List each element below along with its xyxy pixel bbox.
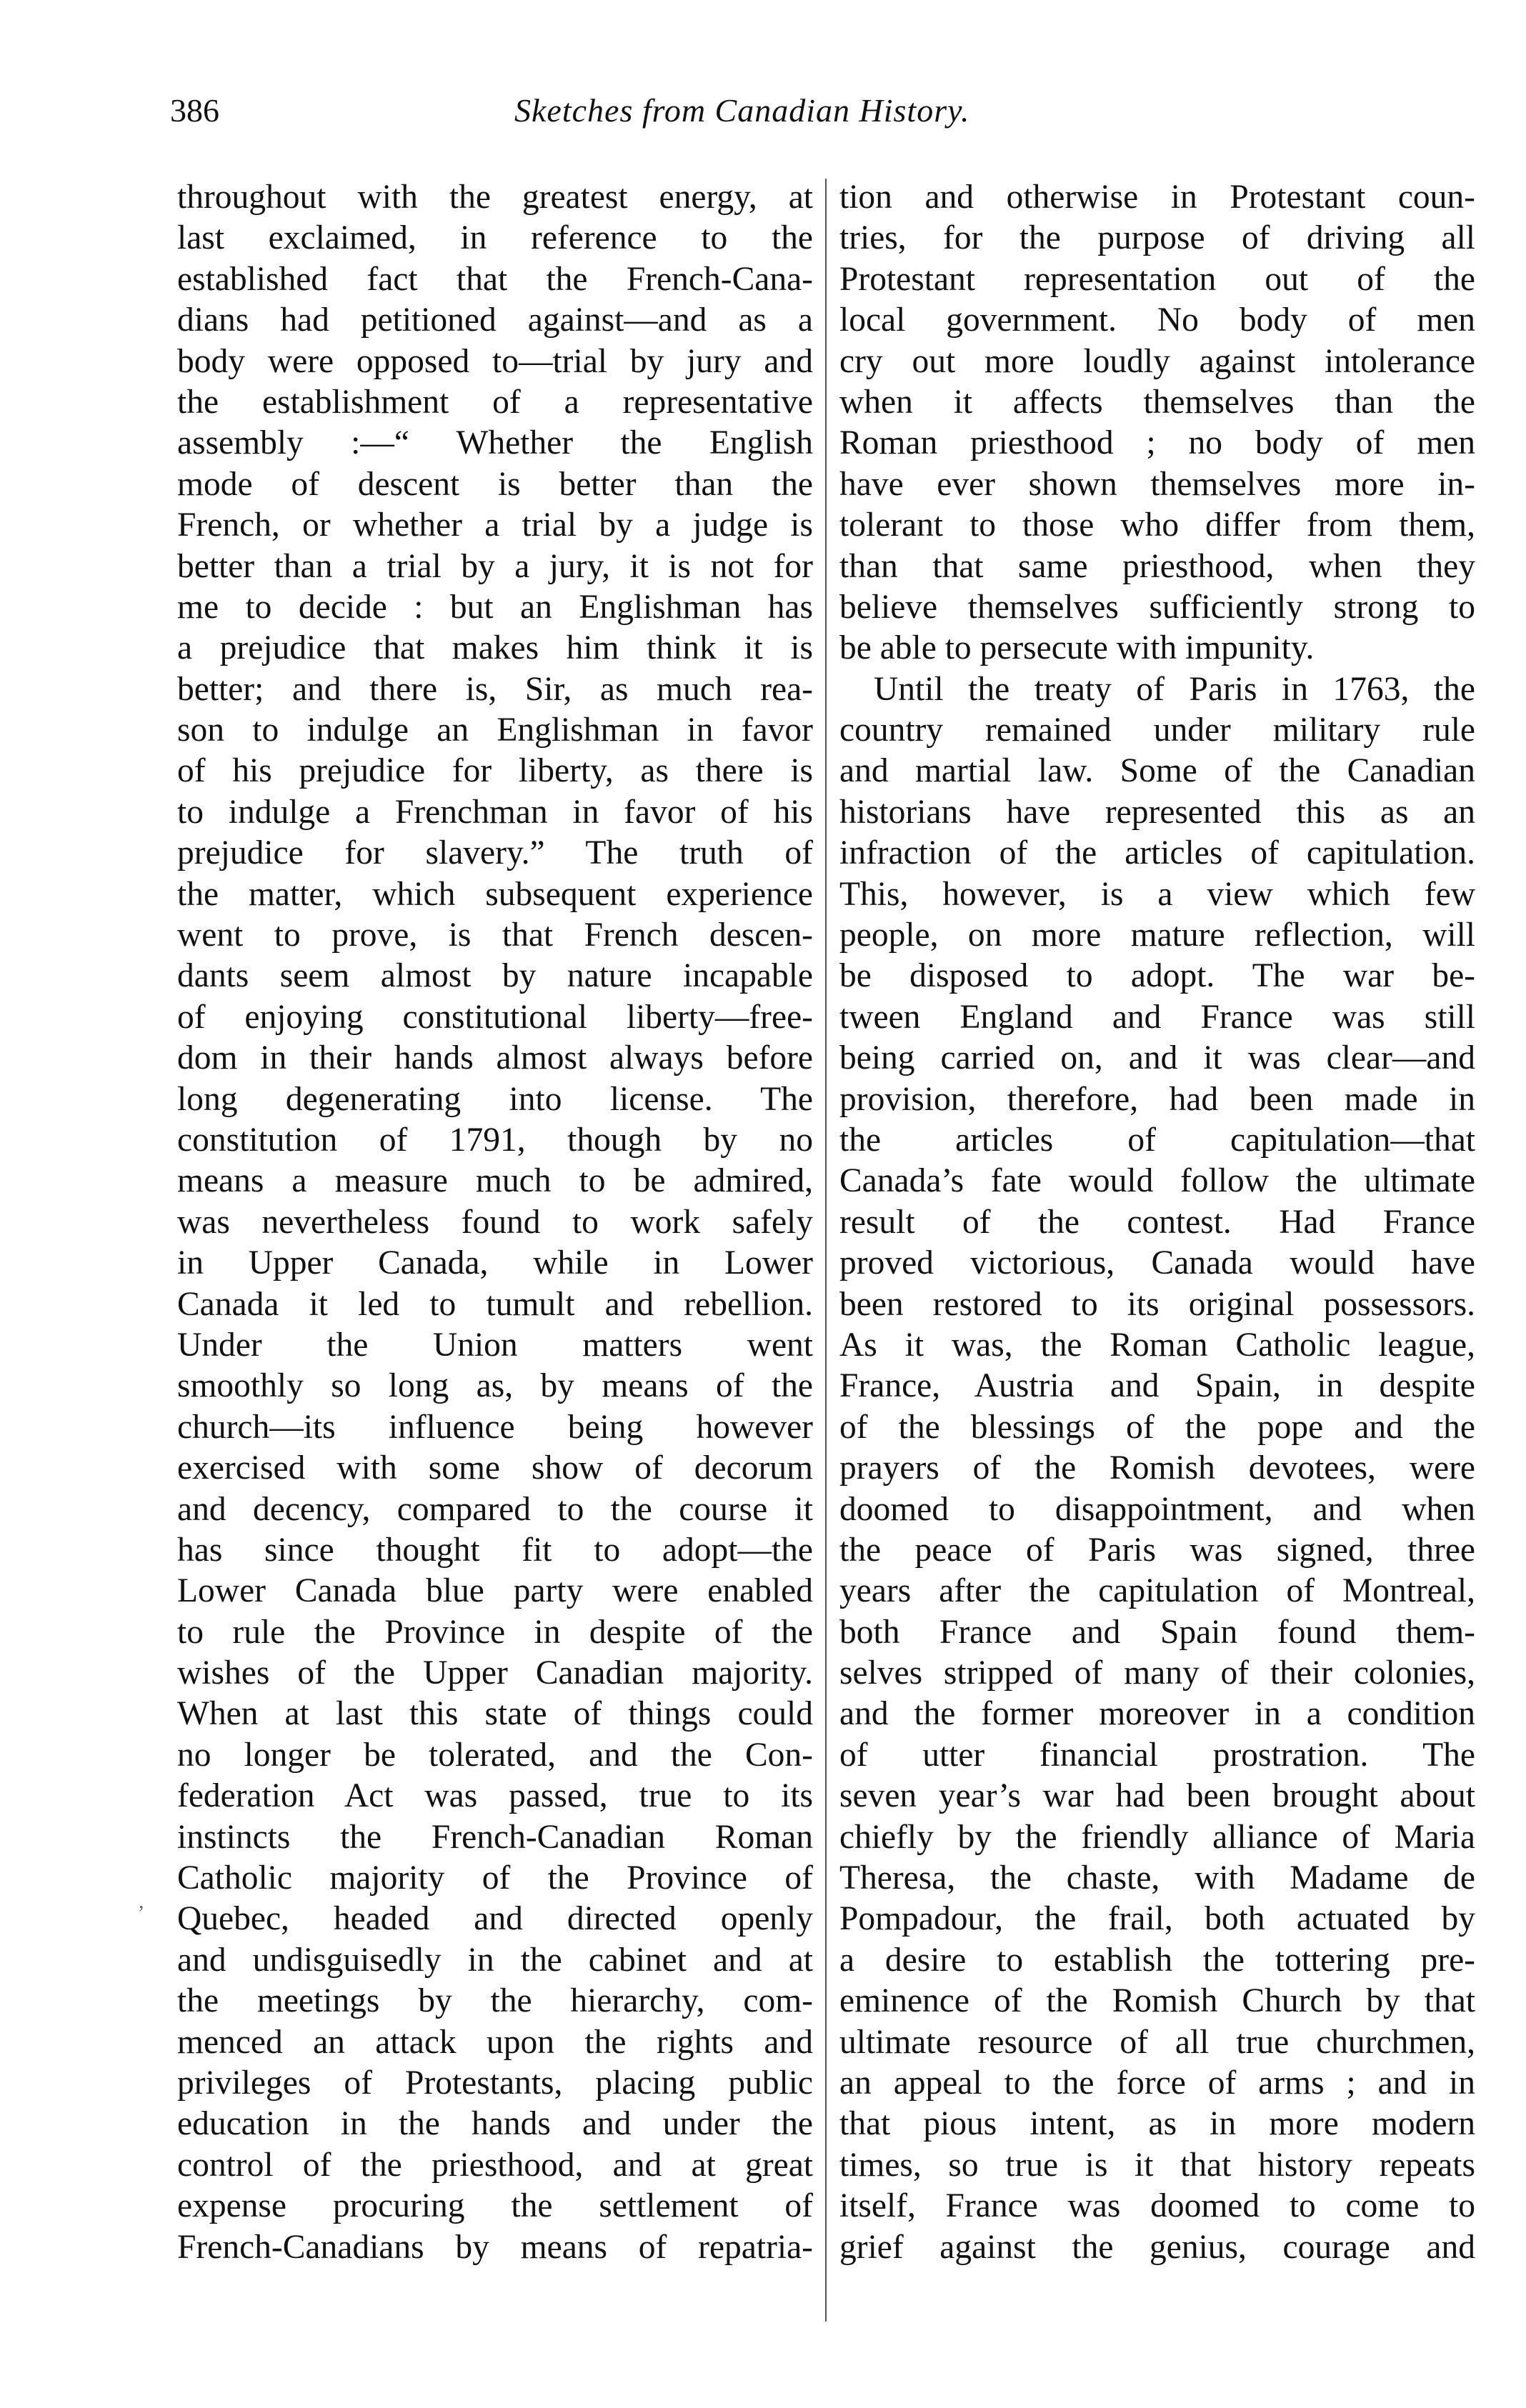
text-line: French, or whether a trial by a judge is: [177, 506, 813, 544]
text-line: was nevertheless found to work safely: [177, 1203, 813, 1241]
text-line: This, however, is a view which few: [839, 875, 1475, 913]
text-line: better than a trial by a jury, it is not for: [177, 547, 813, 585]
text-line: went to prove, is that French descen-: [177, 916, 813, 954]
text-line: instincts the French-Canadian Roman: [177, 1818, 813, 1856]
text-line: exercised with some show of decorum: [177, 1449, 813, 1487]
text-line: selves stripped of many of their colonies,: [839, 1654, 1475, 1692]
text-line: federation Act was passed, true to its: [177, 1777, 813, 1815]
text-line: assembly :—“ Whether the English: [177, 424, 813, 462]
text-line: that pious intent, as in more modern: [839, 2105, 1475, 2143]
text-line: France, Austria and Spain, in despite: [839, 1367, 1475, 1405]
text-line: privileges of Protestants, placing public: [177, 2064, 813, 2102]
text-line: historians have represented this as an: [839, 793, 1475, 831]
text-line: than that same priesthood, when they: [839, 547, 1475, 585]
text-line: a desire to establish the tottering pre-: [839, 1941, 1475, 1979]
page-number: 386: [170, 92, 219, 129]
text-line: mode of descent is better than the: [177, 465, 813, 503]
text-line: proved victorious, Canada would have: [839, 1244, 1475, 1282]
text-line: dom in their hands almost always before: [177, 1039, 813, 1077]
text-line: have ever shown themselves more in-: [839, 465, 1475, 503]
text-line: of utter financial prostration. The: [839, 1736, 1475, 1774]
text-line: Protestant representation out of the: [839, 260, 1475, 298]
column-divider: [825, 179, 827, 2322]
text-line: prayers of the Romish devotees, were: [839, 1449, 1475, 1487]
text-line: result of the contest. Had France: [839, 1203, 1475, 1241]
text-line: of enjoying constitutional liberty—free-: [177, 998, 813, 1036]
text-line: be able to persecute with impunity.: [839, 629, 1315, 667]
text-line: menced an attack upon the rights and: [177, 2023, 813, 2061]
text-line: wishes of the Upper Canadian majority.: [177, 1654, 813, 1692]
text-line: the articles of capitulation—that: [839, 1121, 1475, 1159]
text-line: Canada it led to tumult and rebellion.: [177, 1285, 813, 1323]
text-line: both France and Spain found them-: [839, 1613, 1475, 1651]
text-line: years after the capitulation of Montreal,: [839, 1572, 1475, 1610]
text-line: Catholic majority of the Province of: [177, 1859, 813, 1897]
stray-ink-mark: ,: [139, 1889, 144, 1913]
text-line: dants seem almost by nature incapable: [177, 957, 813, 995]
text-line: cry out more loudly against intolerance: [839, 342, 1475, 380]
text-line: Until the treaty of Paris in 1763, the: [874, 670, 1475, 708]
text-line: of the blessings of the pope and the: [839, 1408, 1475, 1446]
text-line: and the former moreover in a condition: [839, 1695, 1475, 1733]
text-line: times, so true is it that history repeats: [839, 2146, 1475, 2184]
text-line: and martial law. Some of the Canadian: [839, 752, 1475, 790]
text-line: Canada’s fate would follow the ultimate: [839, 1162, 1475, 1200]
text-line: when it affects themselves than the: [839, 383, 1475, 421]
text-line: church—its influence being however: [177, 1408, 813, 1446]
text-line: tolerant to those who differ from them,: [839, 506, 1475, 544]
text-line: local government. No body of men: [839, 301, 1475, 339]
text-line: a prejudice that makes him think it is: [177, 629, 813, 667]
text-line: been restored to its original possessors.: [839, 1285, 1475, 1323]
text-line: tries, for the purpose of driving all: [839, 219, 1475, 257]
text-line: infraction of the articles of capitulation.: [839, 834, 1475, 872]
text-line: to indulge a Frenchman in favor of his: [177, 793, 813, 831]
text-line: control of the priesthood, and at great: [177, 2146, 813, 2184]
text-line: As it was, the Roman Catholic league,: [839, 1326, 1475, 1364]
text-line: chiefly by the friendly alliance of Maria: [839, 1818, 1475, 1856]
text-line: Quebec, headed and directed openly: [177, 1900, 813, 1938]
text-line: seven year’s war had been brought about: [839, 1777, 1475, 1815]
text-line: When at last this state of things could: [177, 1695, 813, 1733]
text-line: throughout with the greatest energy, at: [177, 179, 813, 216]
text-line: education in the hands and under the: [177, 2105, 813, 2143]
right-column: [839, 177, 1475, 2268]
text-line: ultimate resource of all true churchmen,: [839, 2023, 1475, 2061]
text-line: an appeal to the force of arms ; and in: [839, 2064, 1475, 2102]
text-line: Theresa, the chaste, with Madame de: [839, 1859, 1475, 1897]
text-line: Pompadour, the frail, both actuated by: [839, 1900, 1475, 1938]
text-line: dians had petitioned against—and as a: [177, 301, 813, 339]
running-title: Sketches from Canadian History.: [514, 92, 970, 129]
text-line: prejudice for slavery.” The truth of: [177, 834, 813, 872]
text-line: means a measure much to be admired,: [177, 1162, 813, 1200]
text-line: Lower Canada blue party were enabled: [177, 1572, 813, 1610]
text-line: the matter, which subsequent experience: [177, 875, 813, 913]
text-line: the peace of Paris was signed, three: [839, 1531, 1475, 1569]
text-line: established fact that the French-Cana-: [177, 260, 813, 298]
text-line: has since thought fit to adopt—the: [177, 1531, 813, 1569]
text-line: believe themselves sufficiently strong to: [839, 588, 1475, 626]
text-line: in Upper Canada, while in Lower: [177, 1244, 813, 1282]
text-line: grief against the genius, courage and: [839, 2228, 1475, 2266]
text-line: to rule the Province in despite of the: [177, 1613, 813, 1651]
text-line: and decency, compared to the course it: [177, 1490, 813, 1528]
text-line: body were opposed to—trial by jury and: [177, 342, 813, 380]
text-line: last exclaimed, in reference to the: [177, 219, 813, 257]
text-line: expense procuring the settlement of: [177, 2187, 813, 2225]
text-line: being carried on, and it was clear—and: [839, 1039, 1475, 1077]
text-line: better; and there is, Sir, as much rea-: [177, 670, 813, 708]
text-line: doomed to disappointment, and when: [839, 1490, 1475, 1528]
text-line: French-Canadians by means of repatria-: [177, 2228, 813, 2266]
text-line: itself, France was doomed to come to: [839, 2187, 1475, 2225]
text-line: constitution of 1791, though by no: [177, 1121, 813, 1159]
text-line: long degenerating into license. The: [177, 1080, 813, 1118]
text-line: son to indulge an Englishman in favor: [177, 711, 813, 749]
text-line: eminence of the Romish Church by that: [839, 1982, 1475, 2020]
text-line: and undisguisedly in the cabinet and at: [177, 1941, 813, 1979]
text-line: no longer be tolerated, and the Con-: [177, 1736, 813, 1774]
text-line: smoothly so long as, by means of the: [177, 1367, 813, 1405]
text-line: tween England and France was still: [839, 998, 1475, 1036]
text-line: Roman priesthood ; no body of men: [839, 424, 1475, 462]
text-line: people, on more mature reflection, will: [839, 916, 1475, 954]
text-line: provision, therefore, had been made in: [839, 1080, 1475, 1118]
text-line: be disposed to adopt. The war be-: [839, 957, 1475, 995]
text-line: me to decide : but an Englishman has: [177, 588, 813, 626]
text-line: the establishment of a representative: [177, 383, 813, 421]
text-line: Under the Union matters went: [177, 1326, 813, 1364]
text-line: the meetings by the hierarchy, com-: [177, 1982, 813, 2020]
text-line: tion and otherwise in Protestant coun-: [839, 179, 1475, 216]
text-line: country remained under military rule: [839, 711, 1475, 749]
left-column: [177, 177, 813, 2268]
text-line: of his prejudice for liberty, as there is: [177, 752, 813, 790]
